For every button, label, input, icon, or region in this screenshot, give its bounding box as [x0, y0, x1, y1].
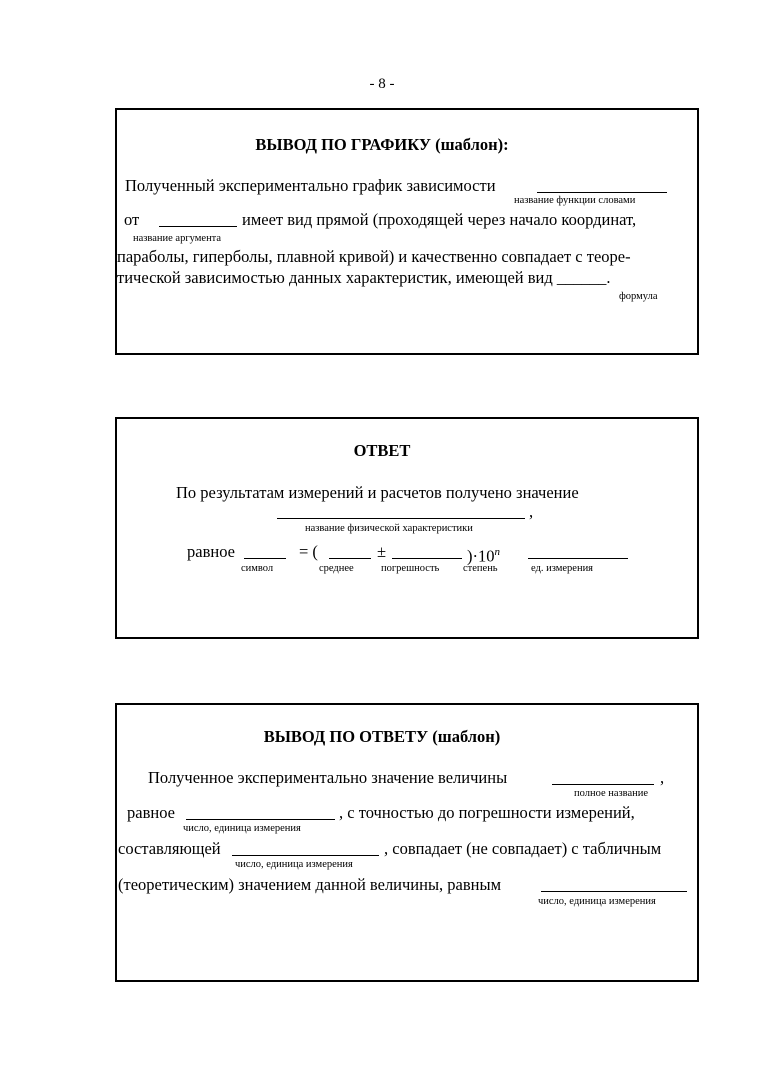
- hint-function: название функции словами: [514, 195, 636, 206]
- fullname-blank[interactable]: [552, 784, 654, 785]
- hint-value-unit-2: число, единица измерения: [235, 859, 353, 870]
- symbol-blank[interactable]: [244, 558, 286, 559]
- conclusion-line-3-prefix: составляющей: [118, 839, 221, 858]
- function-blank[interactable]: [537, 192, 667, 193]
- conclusion-line-1: Полученное экспериментально значение величины: [148, 768, 508, 787]
- hint-value-unit-1: число, единица измерения: [183, 823, 301, 834]
- graph-line-2-prefix: от: [124, 210, 140, 229]
- hint-value-unit-3: число, единица измерения: [538, 896, 656, 907]
- argument-blank[interactable]: [159, 226, 237, 227]
- value-blank-3[interactable]: [541, 891, 687, 892]
- graph-line-1: Полученный экспериментально график зависимости: [125, 176, 496, 195]
- eq-equals: = (: [299, 542, 318, 561]
- hint-unit: ед. измерения: [531, 563, 594, 574]
- hint-mean: среднее: [319, 563, 354, 574]
- answer-line-1: По результатам измерений и расчетов получено значение: [176, 483, 579, 502]
- eq-exponent: n: [494, 546, 500, 558]
- conclusion-line-2: , с точностью до погрешности измерений,: [339, 803, 635, 822]
- graph-line-3: параболы, гиперболы, плавной кривой) и качественно совпадает с теоре-: [117, 247, 631, 266]
- mean-blank[interactable]: [329, 558, 371, 559]
- conclusion-line-4: (теоретическим) значением данной величины, равным: [118, 875, 502, 894]
- conclusion-line-1-comma: ,: [660, 768, 665, 787]
- eq-close-text: )·10: [467, 546, 495, 566]
- answer-title: ОТВЕТ: [353, 441, 411, 460]
- conclusion-line-2-prefix: равное: [127, 803, 175, 822]
- graph-line-4: тической зависимостью данных характеристик, имеющей вид ______.: [117, 268, 611, 287]
- hint-formula: формула: [619, 291, 658, 302]
- eq-plus-minus: ±: [377, 542, 387, 561]
- value-blank-1[interactable]: [186, 819, 335, 820]
- graph-line-2: имеет вид прямой (проходящей через начало координат,: [242, 210, 637, 229]
- value-blank-2[interactable]: [232, 855, 379, 856]
- hint-physical-name: название физической характеристики: [305, 523, 473, 534]
- hint-power: степень: [463, 563, 498, 574]
- page-number: - 8 -: [369, 76, 395, 92]
- conclusion-line-3: , совпадает (не совпадает) с табличным: [384, 839, 662, 858]
- error-blank[interactable]: [392, 558, 462, 559]
- hint-error: погрешность: [381, 563, 440, 574]
- unit-blank[interactable]: [528, 558, 628, 559]
- hint-argument: название аргумента: [133, 233, 222, 244]
- hint-symbol: символ: [241, 563, 274, 574]
- name-blank[interactable]: [277, 518, 525, 519]
- answer-conclusion-title: ВЫВОД ПО ОТВЕТУ (шаблон): [263, 727, 501, 746]
- hint-fullname: полное название: [574, 788, 649, 799]
- eq-label: равное: [187, 542, 235, 561]
- graph-conclusion-title: ВЫВОД ПО ГРАФИКУ (шаблон):: [255, 135, 509, 154]
- answer-comma: ,: [529, 502, 534, 521]
